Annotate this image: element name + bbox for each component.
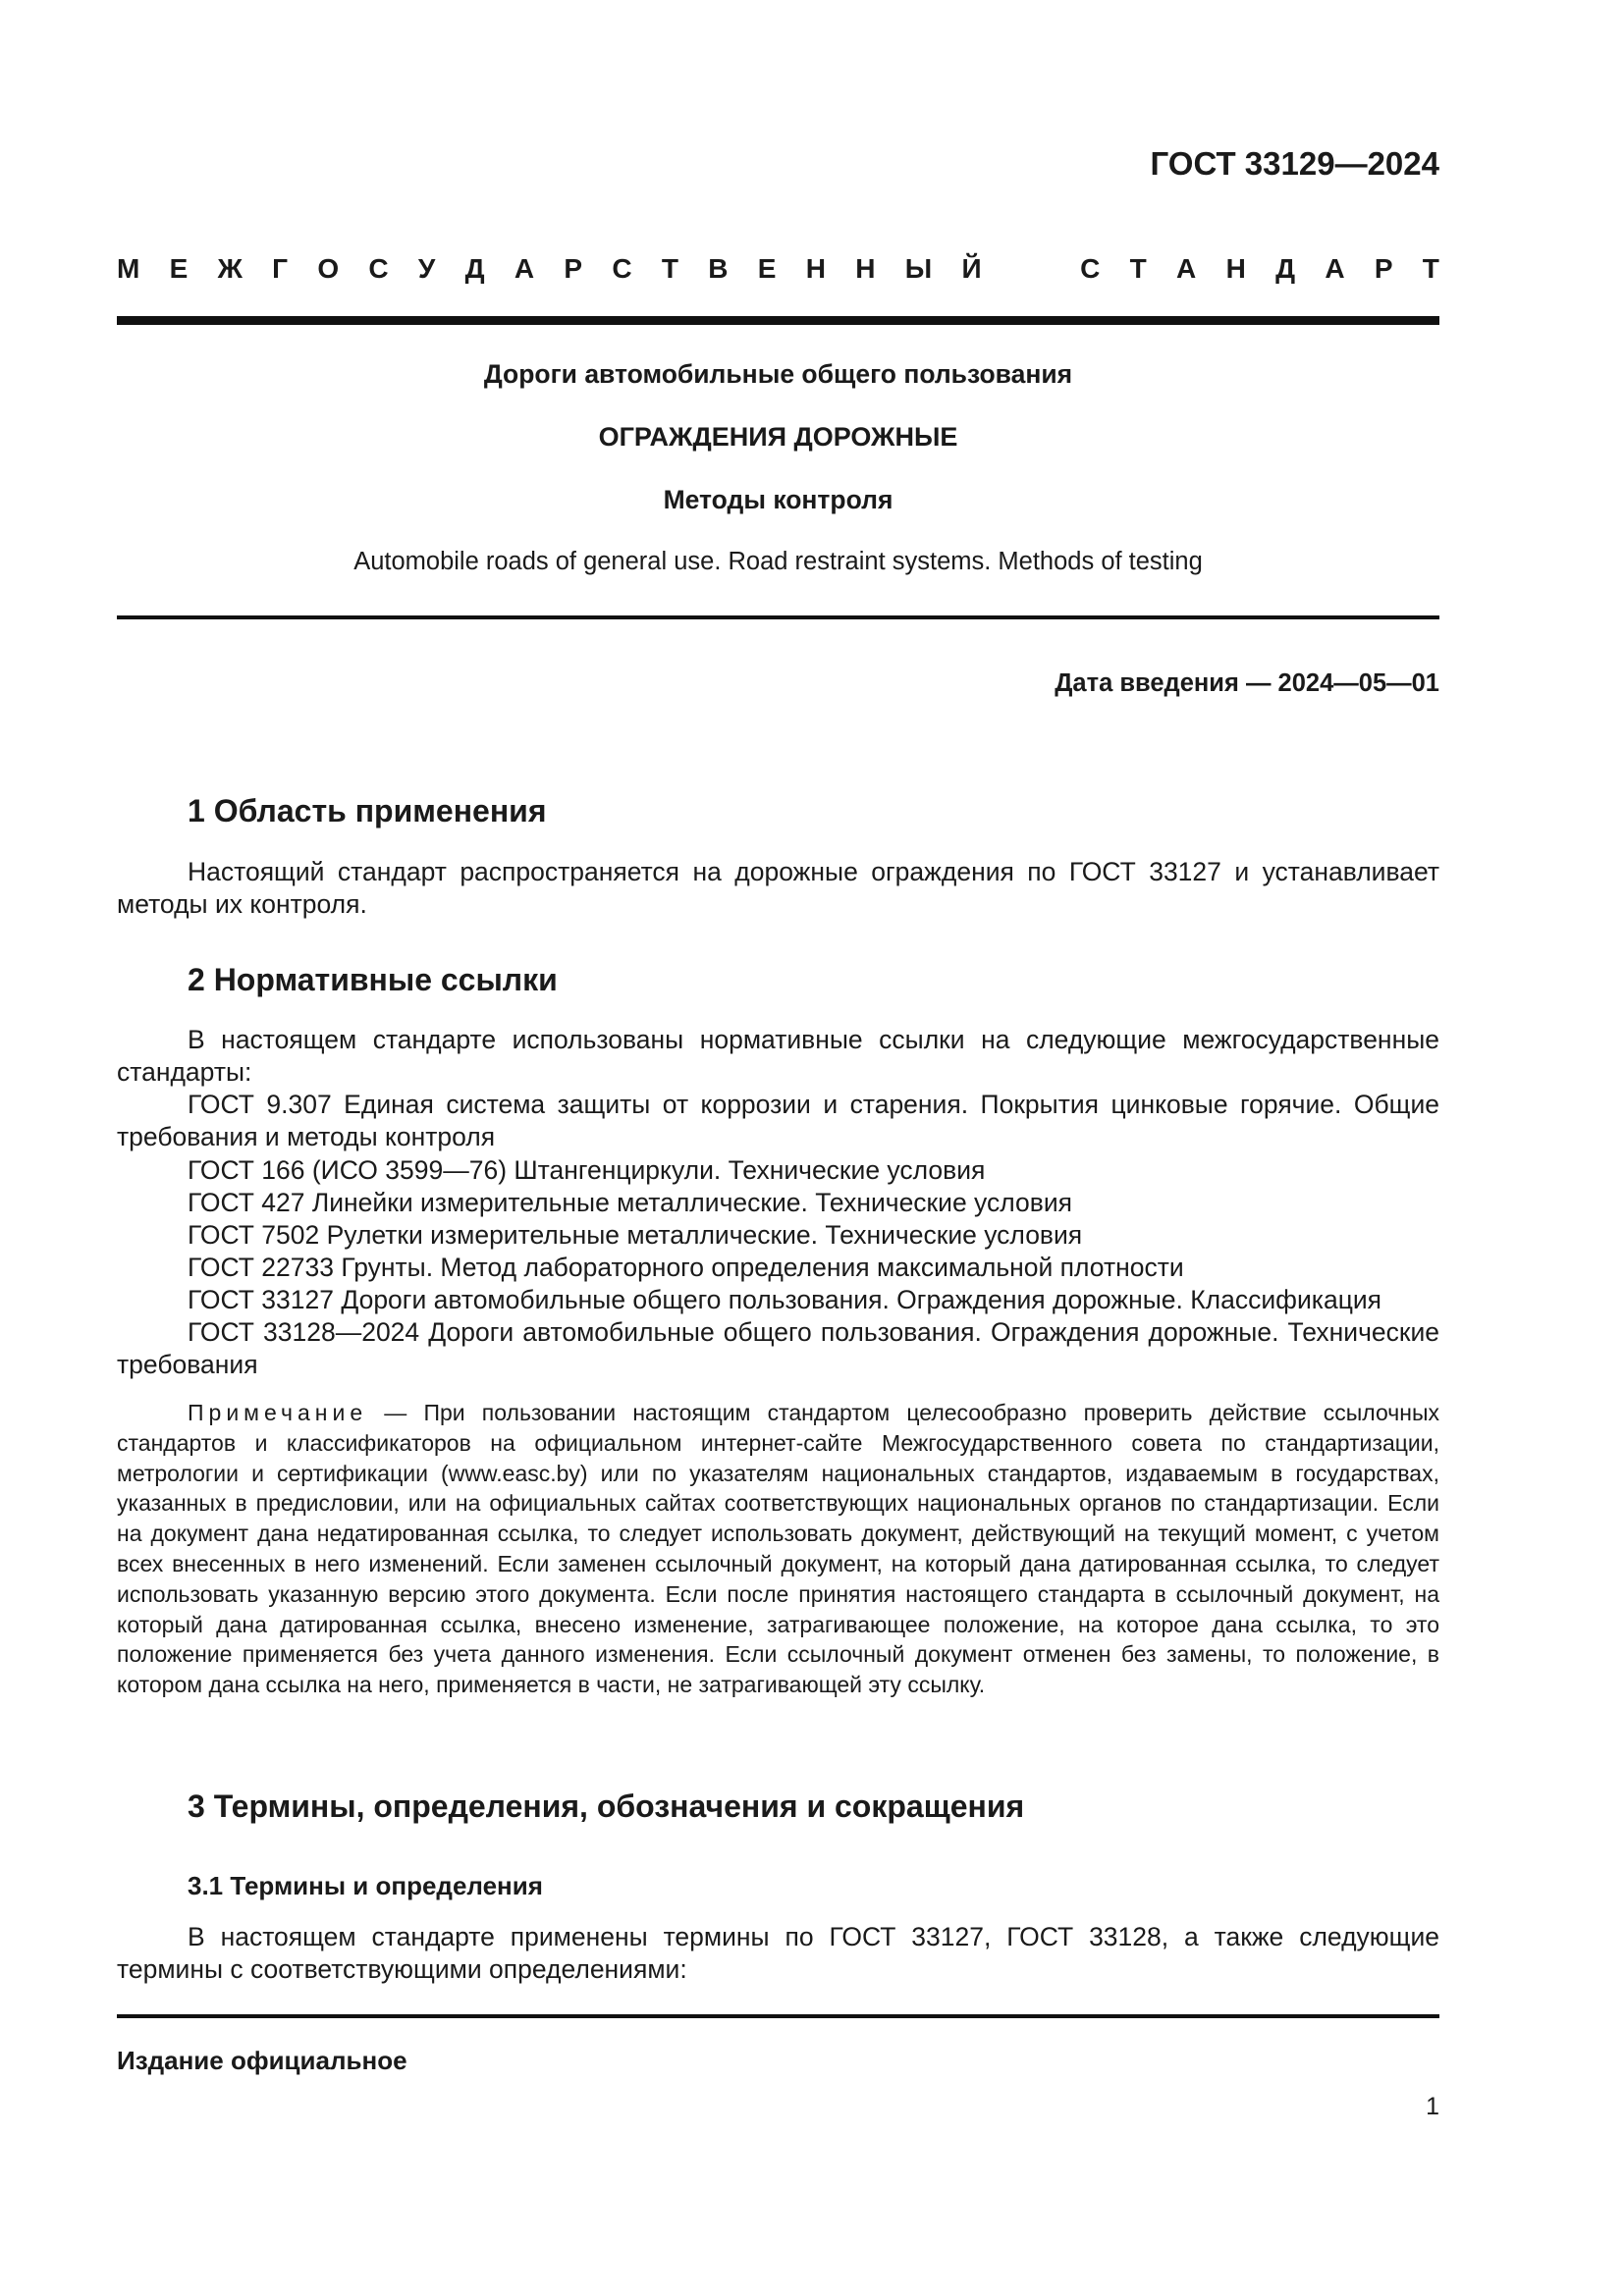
title-line-3: Методы контроля <box>663 485 893 514</box>
standard-type-banner <box>117 253 1439 285</box>
section-3-1-heading: 3.1 Термины и определения <box>188 1871 543 1900</box>
banner-letter: Ы <box>904 253 933 284</box>
section-1-paragraph: Настоящий стандарт распространяется на дорожные ограждения по ГОСТ 33127 и устанавливает методы их контроля. <box>117 857 1439 919</box>
banner-word-gap <box>1011 253 1051 285</box>
banner-letter: А <box>1325 253 1345 284</box>
banner-letter: Т <box>1422 253 1439 284</box>
banner-letter: А <box>1176 253 1197 284</box>
banner-letter: С <box>1080 253 1101 284</box>
title-line-1: Дороги автомобильные общего пользования <box>483 359 1073 389</box>
reference-item: ГОСТ 427 Линейки измерительные металлические. Технические условия <box>188 1188 1072 1217</box>
banner-letter: Н <box>1225 253 1246 284</box>
banner-letter: Д <box>1275 253 1296 284</box>
banner-letter: В <box>708 253 729 284</box>
banner-letter: Г <box>272 253 289 284</box>
note-label: Примечание <box>188 1400 368 1425</box>
note-text: — При пользовании настоящим стандартом целесообразно проверить действие ссылочных стандартов и классификаторов на официальном интернет-сайте Межгосударственного совета по стандартизации, метрологии и сертификации (www.easc.by) или по указателям национальных стандартов, издаваемым в государствах, указанных в предисловии, или на официальных сайтах соответствующих национальных органов по стандартизации. Если на документ дана недатированная ссылка, то следует использовать документ, действующий на текущий момент, с учетом всех внесенных в него изменений. Если заменен ссылочный документ, на который дана датированная ссылка, то следует использовать указанную версию этого документа. Если после принятия настоящего стандарта в ссылочный документ, на который дана датированная ссылка, внесено изменение, затрагивающее положение, на которое дана ссылка, то это положение применяется без учета данного изменения. Если ссылочный документ отменен без замены, то положение, в котором дана ссылка на него, применяется в части, не затрагивающей эту ссылку. <box>117 1400 1439 1698</box>
reference-item: ГОСТ 33128—2024 Дороги автомобильные общего пользования. Ограждения дорожные. Технические требования <box>117 1317 1439 1379</box>
banner-letter: Р <box>564 253 583 284</box>
section-1-heading: 1 Область применения <box>188 793 547 828</box>
footer-divider <box>117 2014 1439 2018</box>
banner-letter: Т <box>661 253 678 284</box>
title-line-2: ОГРАЖДЕНИЯ ДОРОЖНЫЕ <box>598 422 958 452</box>
document-number: ГОСТ 33129—2024 <box>1150 145 1439 182</box>
banner-letter: Е <box>169 253 189 284</box>
reference-item: ГОСТ 33127 Дороги автомобильные общего пользования. Ограждения дорожные. Классификация <box>188 1285 1382 1314</box>
banner-letter: Д <box>464 253 485 284</box>
section-3-1-paragraph: В настоящем стандарте применены термины по ГОСТ 33127, ГОСТ 33128, а также следующие термины с соответствующими определениями: <box>117 1922 1439 1984</box>
reference-item: ГОСТ 7502 Рулетки измерительные металлические. Технические условия <box>188 1220 1083 1250</box>
header-divider <box>117 316 1439 325</box>
banner-letter: С <box>612 253 632 284</box>
banner-letter: С <box>368 253 389 284</box>
banner-letter: А <box>514 253 535 284</box>
banner-letter: Н <box>855 253 876 284</box>
banner-letter: Н <box>805 253 826 284</box>
edition-label: Издание официальное <box>117 2046 407 2075</box>
banner-letter: Т <box>1129 253 1147 284</box>
banner-letter: Й <box>961 253 982 284</box>
banner-letter: М <box>117 253 140 284</box>
section-2-heading: 2 Нормативные ссылки <box>188 962 558 997</box>
banner-letter: Ж <box>217 253 243 284</box>
reference-item: ГОСТ 9.307 Единая система защиты от коррозии и старения. Покрытия цинковые горячие. Общие требования и методы контроля <box>117 1090 1439 1151</box>
banner-letter: Р <box>1374 253 1393 284</box>
reference-item: ГОСТ 22733 Грунты. Метод лабораторного определения максимальной плотности <box>188 1253 1184 1282</box>
references-note <box>117 1398 1439 1700</box>
section-3-heading: 3 Термины, определения, обозначения и сокращения <box>188 1789 1025 1824</box>
banner-letter: О <box>317 253 340 284</box>
title-divider <box>117 615 1439 619</box>
banner-letter: Е <box>757 253 777 284</box>
page-number: 1 <box>1426 2093 1439 2120</box>
english-title: Automobile roads of general use. Road restraint systems. Methods of testing <box>353 548 1203 575</box>
reference-item: ГОСТ 166 (ИСО 3599—76) Штангенциркули. Технические условия <box>188 1155 986 1185</box>
section-2-intro: В настоящем стандарте использованы нормативные ссылки на следующие межгосударственные стандарты: <box>117 1025 1439 1087</box>
banner-letter: У <box>417 253 436 284</box>
introduction-date: Дата введения — 2024—05—01 <box>1055 669 1439 697</box>
